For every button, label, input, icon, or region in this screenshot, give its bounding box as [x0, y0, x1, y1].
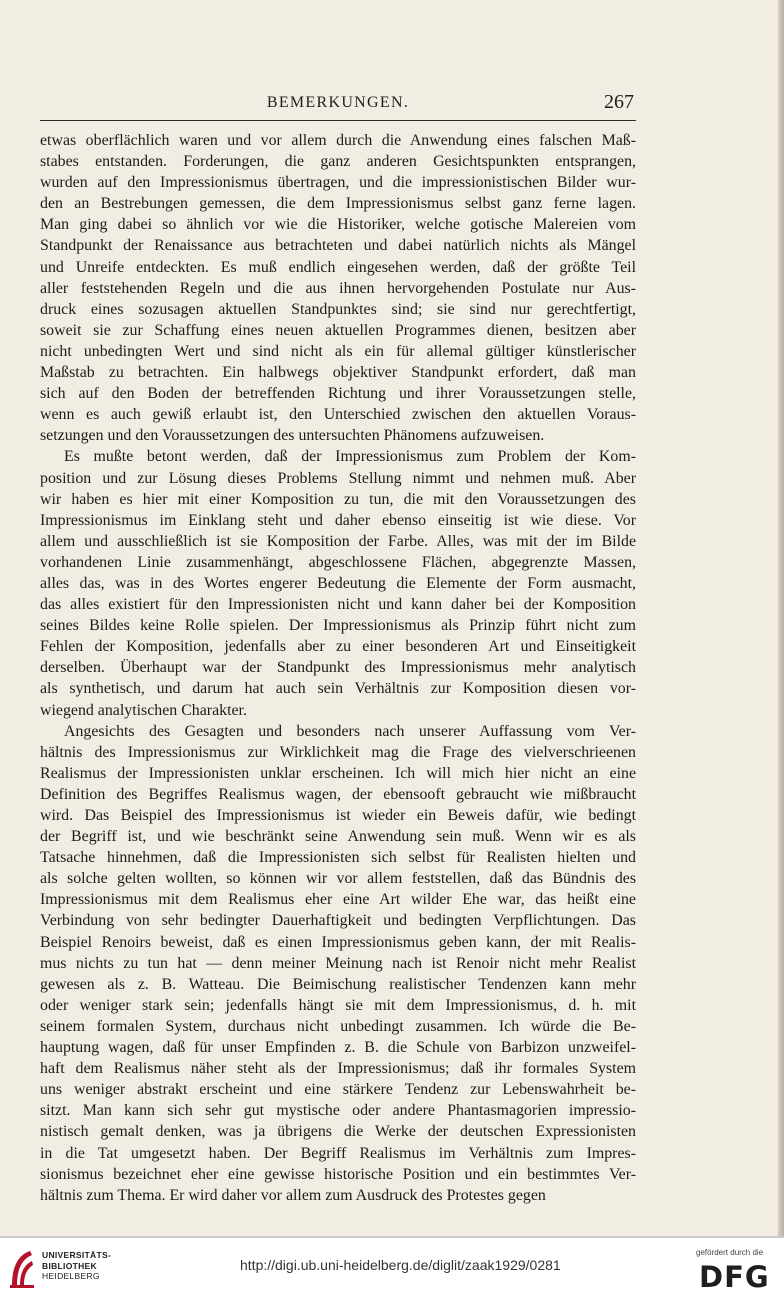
text-line: sionismus bezeichnet eher eine gewisse historische Position und ein bestimmtes Ver- — [40, 1165, 636, 1183]
text-line: gewesen als z. B. Watteau. Die Beimischung realistischer Tendenzen kann mehr — [40, 975, 636, 993]
text-line: alles das, was in des Wortes engerer Bedeutung die Elemente der Form ausmacht, — [40, 574, 636, 592]
text-line: nicht unbedingten Wert und sind nicht als ein für allemal gültiger künstlerischer — [40, 342, 636, 360]
text-line: allem und ausschließlich ist sie Komposition der Farbe. Alles, was mit der im Bilde — [40, 532, 636, 550]
text-line: sitzt. Man kann sich sehr gut mystische oder andere Phantasmagorien impressio- — [40, 1102, 636, 1120]
text-line: Impressionismus mit dem Realismus eher eine Art wilder Ehe war, das heißt eine — [40, 891, 636, 909]
library-name-line2: BIBLIOTHEK — [42, 1260, 97, 1271]
text-line: als solche gelten wollten, so können wir vor allem feststellen, daß das Bündnis des — [40, 870, 636, 888]
library-name-line1: UNIVERSITÄTS- — [42, 1250, 112, 1260]
library-name — [42, 1250, 111, 1282]
text-line: hältnis zum Thema. Er wird daher vor allem zum Ausdruck des Protestes gegen — [40, 1186, 546, 1204]
text-line: und Unreife entdeckten. Es muß endlich eingesehen werden, daß der größte Teil — [40, 258, 636, 276]
text-line: seines Bildes keine Rolle spielen. Der Impressionismus als Prinzip führt nicht zum — [40, 617, 636, 635]
text-line: wird. Das Beispiel des Impressionismus ist wieder ein Beweis dafür, wie bedingt — [40, 807, 636, 824]
text-line: sich auf den Boden der betreffenden Richtung und ihrer Voraussetzungen stelle, — [40, 385, 636, 403]
text-line: nistisch gemalt denken, was ja übrigens die Werke der deutschen Expressionisten — [40, 1123, 636, 1141]
text-line: position und zur Lösung dieses Problems Stellung nimmt und nehmen muß. Aber — [40, 469, 636, 487]
text-line: vorhandenen Linie zusammenhängt, abgeschlossene Flächen, abgegrenzte Massen, — [40, 553, 636, 571]
text-line: der Begriff ist, und wie beschränkt seine Anwendung sein muß. Wenn wir es als — [40, 828, 636, 846]
paragraph-1 — [40, 130, 636, 446]
text-line: etwas oberflächlich waren und vor allem durch die Anwendung eines falschen Maß- — [40, 132, 636, 149]
text-line: Fehlen der Komposition, jedenfalls aber zu einer besonderen Art und Einseitigkeit — [40, 638, 636, 656]
text-line: seinem formalen System, durchaus nicht unbedingt zusammen. Ich würde die Be- — [40, 1017, 636, 1035]
text-line: uns weniger abstrakt erscheint und eine stärkere Tendenz zur Lebenswahrheit be- — [40, 1081, 636, 1099]
text-line: den an Bestrebungen gemessen, die dem Impressionismus selbst ganz ferne lagen. — [40, 195, 636, 213]
page-edge — [778, 0, 784, 1236]
footer-rule — [0, 1236, 784, 1238]
library-name-line3: HEIDELBERG — [42, 1271, 100, 1281]
text-line: wir haben es hier mit einer Komposition zu tun, die mit den Voraussetzungen des — [40, 490, 636, 508]
text-line: Verbindung von sehr bedingter Dauerhaftigkeit und bedingten Verpflichtungen. Das — [40, 912, 636, 930]
text-line: stabes entstanden. Forderungen, die ganz anderen Gesichtspunkten entsprangen, — [40, 153, 636, 171]
text-line: druck eines sozusagen aktuellen Standpunktes sind; sie sind nur gerechtfertigt, — [40, 300, 636, 318]
text-line: wenn es auch gewiß erlaubt ist, den Unterschied zwischen den aktuellen Voraus- — [40, 406, 636, 424]
funded-by-label: gefördert durch die — [696, 1248, 764, 1257]
text-line: haft dem Realismus näher steht als der Impressionismus; daß ihr formales System — [40, 1060, 636, 1078]
text-line: Impressionismus im Einklang steht und daher ebenso einseitig ist wie diese. Vor — [40, 511, 636, 529]
running-title: BEMERKUNGEN. — [266, 94, 410, 111]
text-line: wurden auf den Impressionismus übertragen, und die impressionistischen Bilder wur- — [40, 174, 636, 192]
library-logo-icon — [8, 1247, 36, 1289]
paragraph-2 — [40, 446, 636, 720]
page-header — [40, 91, 636, 121]
text-line: Tatsache hinnehmen, daß die Impressionisten sich selbst für Realisten hielten und — [40, 849, 636, 867]
text-line: Beispiel Renoirs beweist, daß es einen Impressionismus geben kann, der mit Realis- — [40, 933, 636, 951]
text-line: aller feststehenden Regeln und die aus ihnen hervorgehenden Postulate nur Aus- — [40, 279, 636, 297]
text-line: mus nichts zu tun hat — denn meiner Meinung nach ist Renoir nicht mehr Realist — [40, 954, 636, 972]
text-line: hältnis des Impressionismus zur Wirklichkeit mag die Frage des vielverschrieenen — [40, 743, 636, 761]
text-line: in die Tat umgesetzt haben. Der Begriff Realismus im Verhältnis zum Impres- — [40, 1144, 636, 1162]
text-line: Man ging dabei so ähnlich vor wie die Historiker, welche gotische Malereien vom — [40, 216, 636, 234]
page-number: 267 — [604, 91, 634, 113]
text-line: Standpunkt der Renaissance aus betrachteten und dabei natürlich nichts als Mängel — [40, 237, 636, 255]
text-line: soweit sie zur Schaffung eines neuen aktuellen Programmes dienen, besitzen aber — [40, 321, 636, 339]
body-text — [40, 130, 636, 1206]
text-line: Es mußte betont werden, daß der Impressionismus zum Problem der Kom- — [64, 448, 636, 466]
text-line: Maßstab zu betrachten. Ein halbwegs objektiver Standpunkt erfordert, daß man — [40, 364, 636, 382]
footer-bar — [0, 1236, 784, 1297]
text-line: setzungen und den Voraussetzungen des untersuchten Phänomens aufzuweisen. — [40, 427, 545, 445]
text-line: derselben. Überhaupt war der Standpunkt des Impressionismus mehr analytisch — [40, 659, 636, 677]
text-line: Angesichts des Gesagten und besonders nach unserer Auffassung vom Ver- — [64, 722, 636, 740]
text-line: wiegend analytischen Charakter. — [40, 701, 247, 719]
text-line: Realismus der Impressionisten unklar erscheinen. Ich will mich hier nicht an eine — [40, 764, 636, 782]
paragraph-3 — [40, 721, 636, 1206]
text-line: hauptung wagen, daß für unser Empfinden z. B. die Schule von Barbizon unzweifel- — [40, 1039, 636, 1057]
text-line: Definition des Begriffes Realismus wagen, der ebensooft gebraucht wie mißbraucht — [40, 785, 636, 803]
dfg-logo: DFG — [699, 1260, 770, 1294]
source-url-link[interactable]: http://digi.ub.uni-heidelberg.de/diglit/zaak1929/0281 — [240, 1257, 561, 1273]
text-line: als synthetisch, und darum hat auch sein Verhältnis zur Komposition diesen vor- — [40, 680, 636, 698]
text-line: oder weniger stark sein; jedenfalls hängt sie mit dem Impressionismus, d. h. mit — [40, 996, 636, 1014]
text-line: das alles existiert für den Impressionisten nicht und kann daher bei der Komposition — [40, 596, 636, 614]
